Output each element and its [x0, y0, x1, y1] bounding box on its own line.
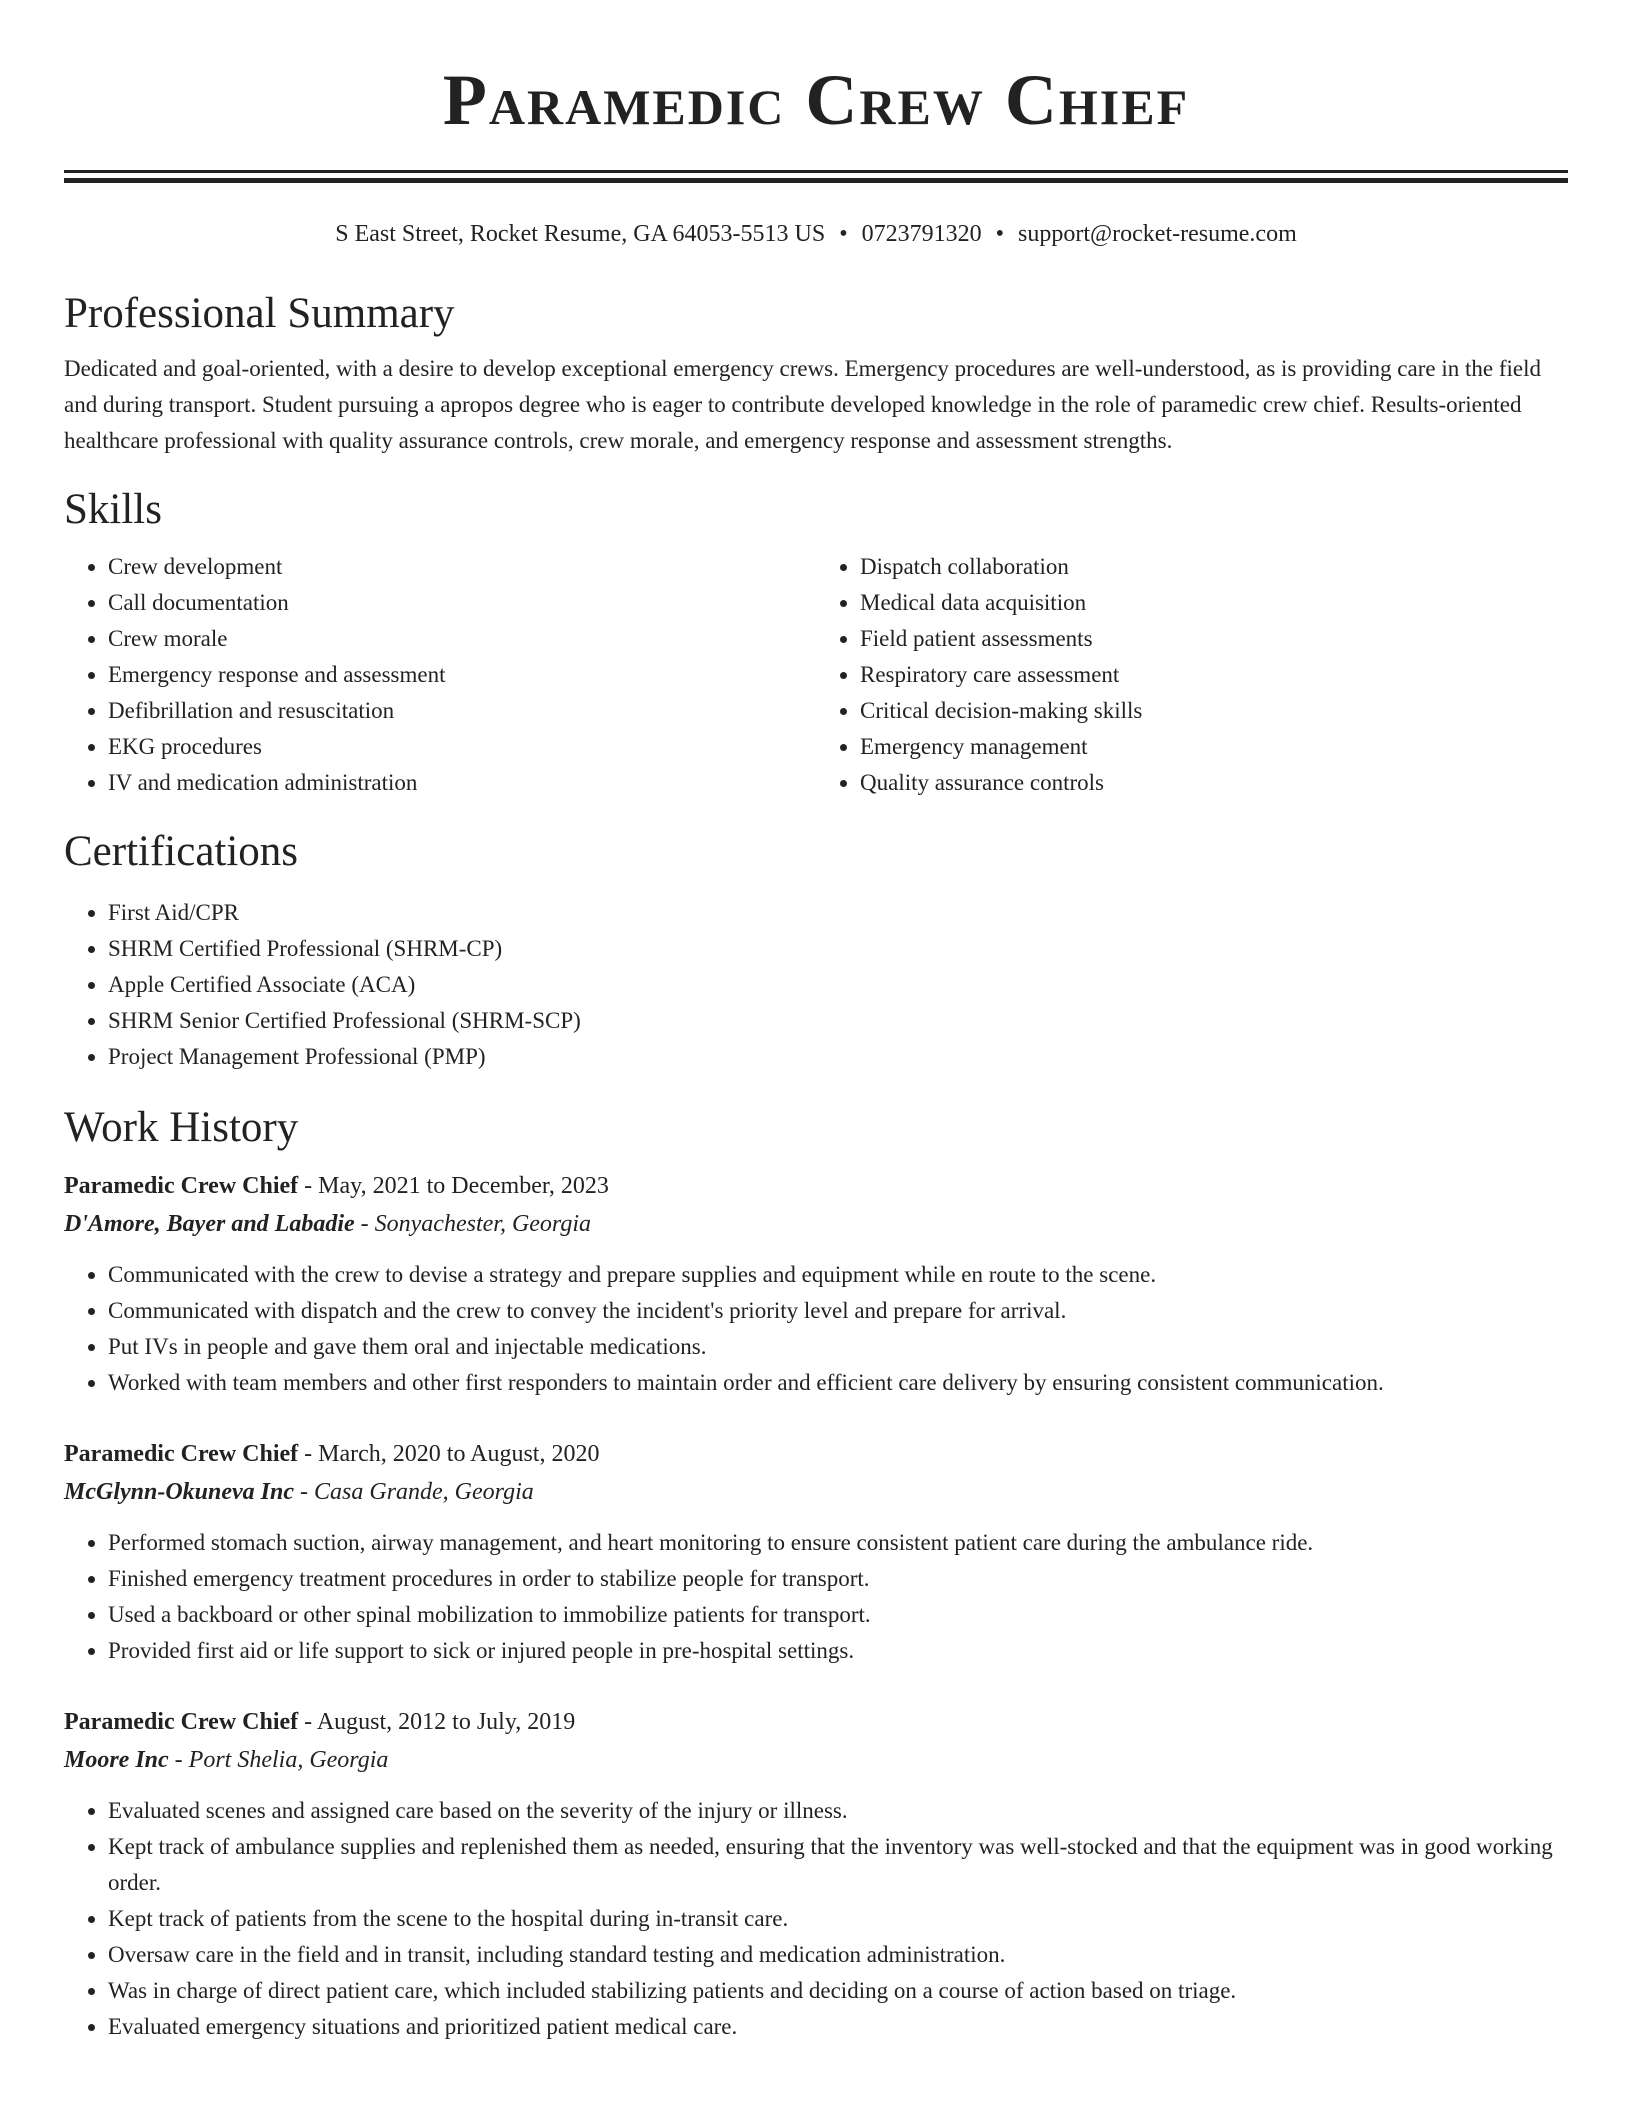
- job-bullets: [64, 1257, 1568, 1401]
- certification-item: • SHRM Senior Certified Professional (SHRM-SCP): [108, 1003, 1568, 1039]
- section-heading-summary: Professional Summary: [64, 290, 455, 337]
- job-entry: [64, 1167, 1568, 1401]
- job-bullet: • Communicated with the crew to devise a strategy and prepare supplies and equipment while en route to the scene.: [108, 1257, 1568, 1293]
- skills-column-left: [64, 549, 816, 801]
- section-heading-work-history: Work History: [64, 1104, 299, 1151]
- job-location: - Port Shelia, Georgia: [168, 1747, 389, 1773]
- job-company-line: [64, 1473, 1568, 1511]
- certification-item: • Project Management Professional (PMP): [108, 1039, 1568, 1075]
- job-bullet: • Used a backboard or other spinal mobilization to immobilize patients for transport.: [108, 1597, 1568, 1633]
- skill-item: • Defibrillation and resuscitation: [108, 693, 816, 729]
- summary-text: Dedicated and goal-oriented, with a desire to develop exceptional emergency crews. Emergency procedures are well-understood, as is providing care in the field and during transport. Student pursuing a apropos degree who is eager to contribute developed knowledge in the role of paramedic crew chief. Results-oriented healthcare professional with quality assurance controls, crew morale, and emergency response and assessment strengths.: [64, 356, 1541, 453]
- contact-separator: •: [839, 221, 848, 247]
- skill-item: • Respiratory care assessment: [860, 657, 1568, 693]
- job-bullet: • Kept track of ambulance supplies and replenished them as needed, ensuring that the inventory was well-stocked and that the equipment was in good working order.: [108, 1829, 1568, 1901]
- job-location: - Sonyachester, Georgia: [354, 1211, 592, 1237]
- job-entry: [64, 1703, 1568, 2045]
- job-location: - Casa Grande, Georgia: [294, 1479, 534, 1505]
- skills-column-right: [816, 549, 1568, 801]
- job-bullet: • Finished emergency treatment procedures in order to stabilize people for transport.: [108, 1561, 1568, 1597]
- job-dates: - May, 2021 to December, 2023: [298, 1173, 609, 1199]
- contact-line: [64, 219, 1568, 249]
- skill-item: • IV and medication administration: [108, 765, 816, 801]
- job-bullet: • Put IVs in people and gave them oral and injectable medications.: [108, 1329, 1568, 1365]
- certification-item: • SHRM Certified Professional (SHRM-CP): [108, 931, 1568, 967]
- job-company: McGlynn-Okuneva Inc: [64, 1479, 295, 1505]
- skill-item: • Call documentation: [108, 585, 816, 621]
- job-company-line: [64, 1741, 1568, 1779]
- job-title-line: [64, 1167, 1568, 1205]
- job-title: Paramedic Crew Chief: [64, 1709, 299, 1735]
- contact-phone: 0723791320: [861, 221, 982, 247]
- job-dates: - March, 2020 to August, 2020: [298, 1441, 600, 1467]
- skill-item: • EKG procedures: [108, 729, 816, 765]
- contact-separator: •: [995, 221, 1005, 247]
- skill-item: • Dispatch collaboration: [860, 549, 1568, 585]
- job-bullet: • Provided first aid or life support to sick or injured people in pre-hospital settings.: [108, 1633, 1568, 1669]
- section-heading-skills: Skills: [64, 486, 162, 533]
- skills-list: [64, 549, 1568, 801]
- job-title-line: [64, 1435, 1568, 1473]
- job-company-line: [64, 1205, 1568, 1243]
- title-divider: [64, 170, 1568, 183]
- skill-item: • Emergency response and assessment: [108, 657, 816, 693]
- job-bullet: • Performed stomach suction, airway management, and heart monitoring to ensure consistent patient care during the ambulance ride.: [108, 1525, 1568, 1561]
- job-bullet: • Communicated with dispatch and the crew to convey the incident's priority level and prepare for arrival.: [108, 1293, 1568, 1329]
- job-bullet: • Oversaw care in the field and in transit, including standard testing and medication administration.: [108, 1937, 1568, 1973]
- job-bullet: • Evaluated scenes and assigned care based on the severity of the injury or illness.: [108, 1793, 1568, 1829]
- resume-title: Paramedic Crew Chief: [442, 60, 1190, 140]
- section-heading-certifications: Certifications: [64, 828, 299, 875]
- skill-item: • Field patient assessments: [860, 621, 1568, 657]
- job-title-line: [64, 1703, 1568, 1741]
- job-bullet: • Evaluated emergency situations and prioritized patient medical care.: [108, 2009, 1568, 2045]
- certification-item: • Apple Certified Associate (ACA): [108, 967, 1568, 1003]
- skill-item: • Medical data acquisition: [860, 585, 1568, 621]
- job-title: Paramedic Crew Chief: [64, 1441, 299, 1467]
- skill-item: • Quality assurance controls: [860, 765, 1568, 801]
- job-company: D'Amore, Bayer and Labadie: [64, 1211, 355, 1237]
- job-bullets: [64, 1793, 1568, 2045]
- job-company: Moore Inc: [64, 1747, 169, 1773]
- job-dates: - August, 2012 to July, 2019: [298, 1709, 576, 1735]
- skill-item: • Crew development: [108, 549, 816, 585]
- certifications-list: [64, 895, 1568, 1075]
- contact-email: support@rocket-resume.com: [1018, 221, 1297, 247]
- skill-item: • Emergency management: [860, 729, 1568, 765]
- job-bullet: • Worked with team members and other first responders to maintain order and efficient care delivery by ensuring consistent communication.: [108, 1365, 1568, 1401]
- job-bullets: [64, 1525, 1568, 1669]
- skill-item: • Critical decision-making skills: [860, 693, 1568, 729]
- certification-item: • First Aid/CPR: [108, 895, 1568, 931]
- job-title: Paramedic Crew Chief: [64, 1173, 299, 1199]
- job-bullet: • Was in charge of direct patient care, which included stabilizing patients and deciding on a course of action based on triage.: [108, 1973, 1568, 2009]
- skill-item: • Crew morale: [108, 621, 816, 657]
- contact-address: S East Street, Rocket Resume, GA 64053-5513 US: [335, 221, 826, 247]
- job-bullet: • Kept track of patients from the scene to the hospital during in-transit care.: [108, 1901, 1568, 1937]
- job-entry: [64, 1435, 1568, 1669]
